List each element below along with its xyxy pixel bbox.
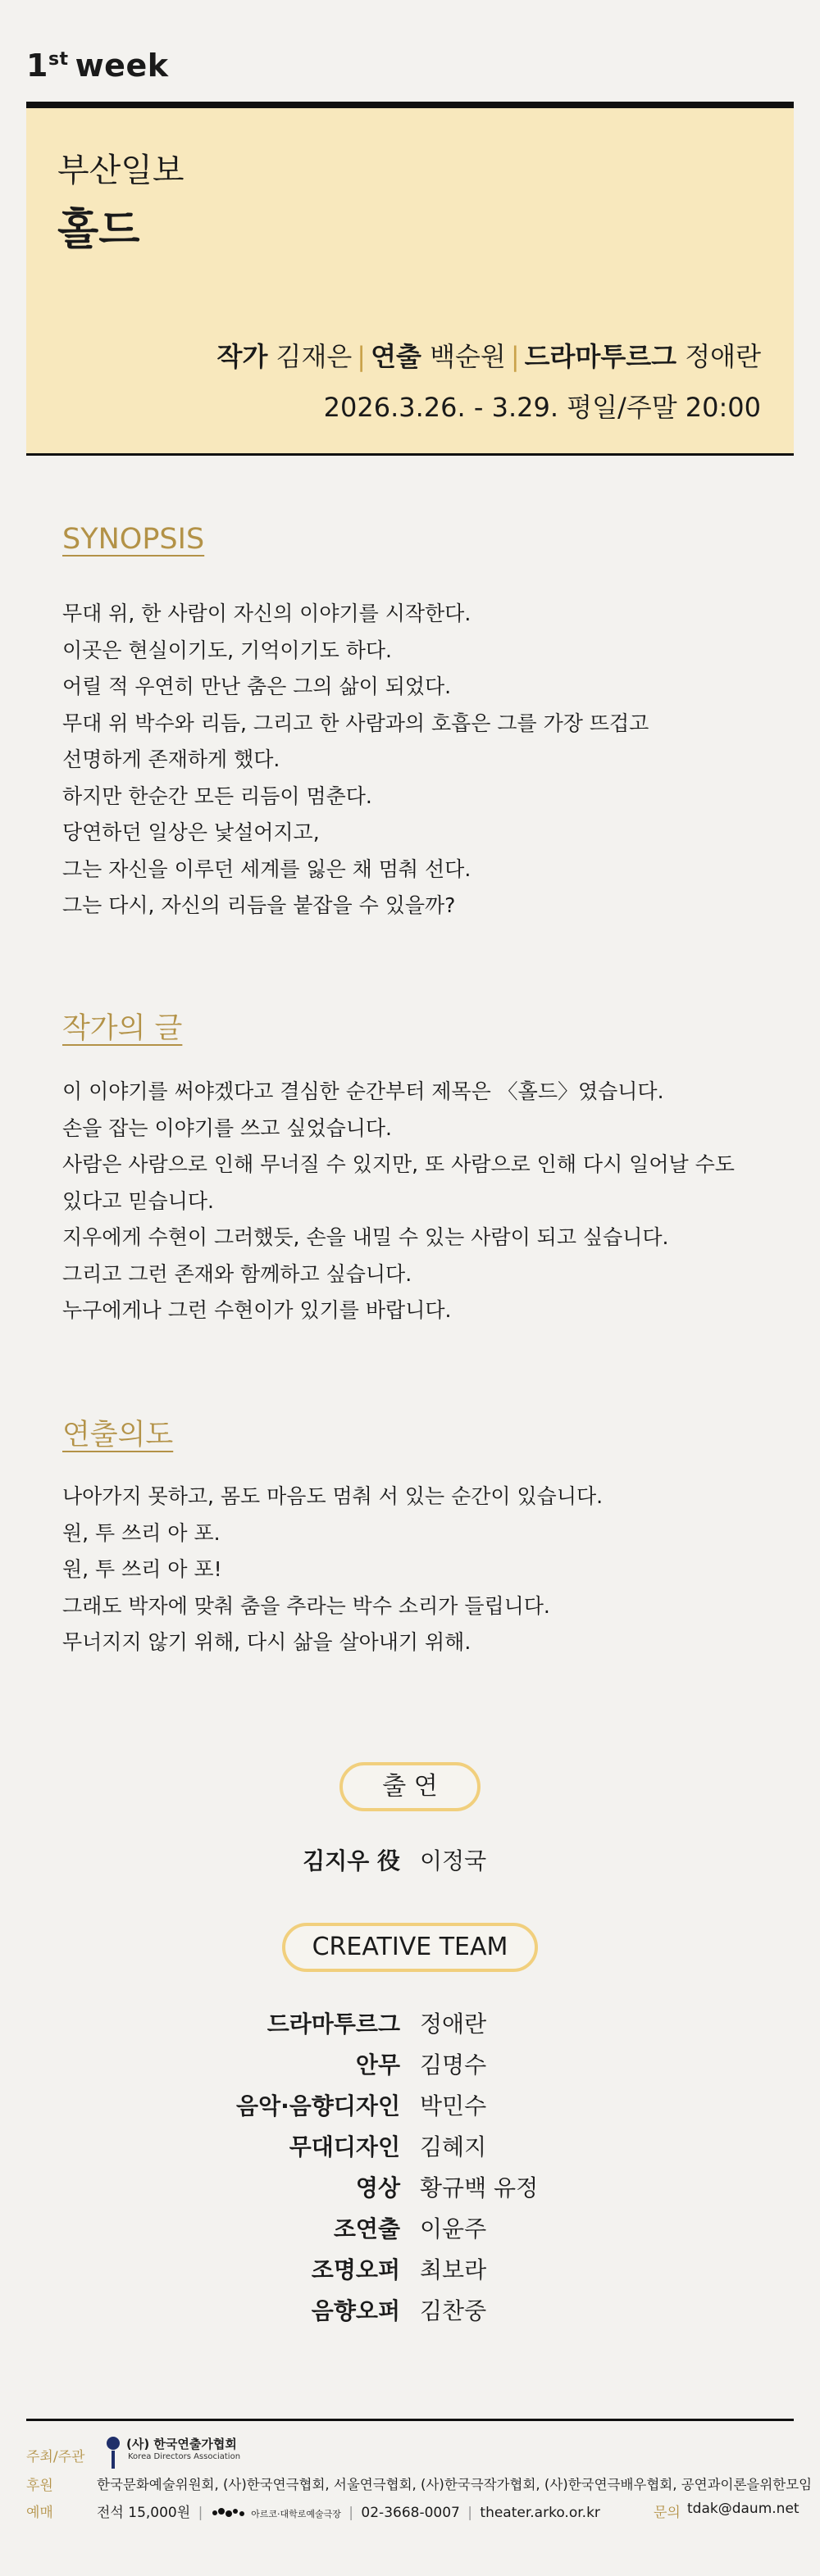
creative-role: 조명오퍼 [311, 2256, 400, 2283]
arko-logo-icon [211, 2507, 247, 2519]
synopsis-line: 하지만 한순간 모든 리듬이 멈춘다. [62, 784, 372, 808]
writer-note-title: 작가의 글 [62, 1012, 183, 1045]
company-name: 부산일보 [57, 152, 184, 189]
writer-label: 작가 [216, 341, 268, 372]
writer-note-line: 누구에게나 그런 수현이가 있기를 바랍니다. [62, 1298, 452, 1322]
venue-name: 아르코·대학로예술극장 [251, 2509, 341, 2519]
director-note-text [62, 1479, 784, 1661]
host-logo-english: Korea Directors Association [128, 2452, 241, 2461]
creative-role: 조연출 [333, 2215, 400, 2242]
synopsis-line: 그는 자신을 이루던 세계를 잃은 채 멈춰 선다. [62, 856, 472, 881]
creative-person: 황규백 유정 [420, 2174, 539, 2201]
creative-person: 이윤주 [420, 2215, 487, 2242]
host-label: 주최/주관 [26, 2449, 85, 2465]
director-label: 연출 [371, 341, 421, 372]
writer-note-line: 그리고 그런 존재와 함께하고 싶습니다. [62, 1261, 412, 1286]
director-note-line: 원, 투 쓰리 아 포! [62, 1557, 222, 1581]
week-number: 1 [26, 48, 48, 84]
cast-role: 김지우 役 [303, 1847, 400, 1874]
creative-person: 김혜지 [420, 2133, 487, 2160]
credits-separator: | [510, 341, 520, 372]
creative-team-pill: CREATIVE TEAM [282, 1923, 538, 1972]
contact-email[interactable]: tdak@daum.net [687, 2501, 800, 2517]
creative-person: 정애란 [420, 2010, 487, 2038]
ticket-website[interactable]: theater.arko.or.kr [480, 2505, 600, 2521]
writer-name: 김재은 [276, 341, 353, 372]
director-note-line: 그래도 박자에 맞춰 춤을 추라는 박수 소리가 들립니다. [62, 1593, 550, 1618]
play-title: 홀드 [57, 206, 140, 255]
creative-role: 음악·음향디자인 [236, 2092, 400, 2119]
cast-pill: 출 연 [339, 1762, 481, 1811]
creative-role: 드라마투르그 [266, 2010, 400, 2038]
writer-note-line: 있다고 믿습니다. [62, 1188, 214, 1213]
week-ordinal: st [48, 49, 69, 70]
ticket-info: 전석 15,000원 | 아르코·대학로예술극장 | 02-3668-0007 | theater.arko.or.kr [97, 2505, 600, 2521]
dramaturg-name: 정애란 [685, 341, 761, 372]
creative-role: 영상 [355, 2174, 400, 2201]
synopsis-line: 당연하던 일상은 낯설어지고, [62, 820, 320, 844]
creative-person: 김찬중 [420, 2297, 487, 2324]
writer-note-line: 사람은 사람으로 인해 무너질 수 있지만, 또 사람으로 인해 다시 일어날 수도 [62, 1152, 735, 1176]
ticket-price: 전석 15,000원 [97, 2505, 191, 2521]
director-name: 백순원 [430, 341, 506, 372]
synopsis-line: 선명하게 존재하게 했다. [62, 747, 280, 771]
director-note-line: 원, 투 쓰리 아 포. [62, 1520, 221, 1545]
sponsor-list: 한국문화예술위원회, (사)한국연극협회, 서울연극협회, (사)한국극작가협회, (사)한국연극배우협회, 공연과이론을위한모임 [97, 2477, 813, 2492]
creative-person: 김명수 [420, 2051, 487, 2079]
creative-role: 무대디자인 [289, 2133, 400, 2160]
synopsis-line: 이곳은 현실이기도, 기억이기도 하다. [62, 638, 392, 662]
creative-role: 안무 [355, 2051, 400, 2079]
week-heading [26, 48, 169, 84]
sponsor-label: 후원 [26, 2478, 53, 2494]
synopsis-line: 어릴 적 우연히 만난 춤은 그의 삶이 되었다. [62, 675, 452, 698]
ticket-phone: 02-3668-0007 [361, 2505, 460, 2521]
creative-person: 박민수 [420, 2092, 487, 2119]
ticket-label: 예매 [26, 2505, 53, 2521]
writer-note-line: 지우에게 수현이 그러했듯, 손을 내밀 수 있는 사람이 되고 싶습니다. [62, 1225, 669, 1249]
creative-role: 음향오퍼 [311, 2297, 400, 2324]
week-word: week [75, 48, 169, 84]
synopsis-title: SYNOPSIS [62, 523, 205, 556]
writer-note-line: 손을 잡는 이야기를 쓰고 싶었습니다. [62, 1115, 392, 1140]
writer-note-line: 이 이야기를 써야겠다고 결심한 순간부터 제목은 〈홀드〉였습니다. [62, 1079, 664, 1103]
host-logo-icon-stem [112, 2451, 115, 2469]
synopsis-line: 무대 위, 한 사람이 자신의 이야기를 시작한다. [62, 602, 472, 625]
synopsis-line: 무대 위 박수와 리듬, 그리고 한 사람과의 호흡은 그를 가장 뜨겁고 [62, 711, 649, 735]
performance-dates: 2026.3.26. - 3.29. 평일/주말 20:00 [323, 392, 761, 423]
director-note-line: 무너지지 않기 위해, 다시 삶을 살아내기 위해. [62, 1630, 472, 1654]
dramaturg-label: 드라마투르그 [524, 341, 677, 372]
director-note-title: 연출의도 [62, 1419, 174, 1452]
synopsis-line: 그는 다시, 자신의 리듬을 붙잡을 수 있을까? [62, 893, 456, 917]
writer-note-text [62, 1074, 784, 1329]
hero-banner [26, 102, 794, 456]
host-logo-icon [107, 2437, 120, 2450]
synopsis-text [62, 596, 784, 925]
credits-line [217, 336, 761, 374]
cast-actor: 이정국 [420, 1847, 487, 1874]
footer-divider [26, 2419, 794, 2421]
creative-person: 최보라 [420, 2256, 487, 2283]
contact-label: 문의 [654, 2505, 681, 2521]
host-logo-name: (사) 한국연출가협회 [126, 2437, 237, 2451]
director-note-line: 나아가지 못하고, 몸도 마음도 멈춰 서 있는 순간이 있습니다. [62, 1484, 604, 1508]
credits-separator: | [357, 341, 367, 372]
